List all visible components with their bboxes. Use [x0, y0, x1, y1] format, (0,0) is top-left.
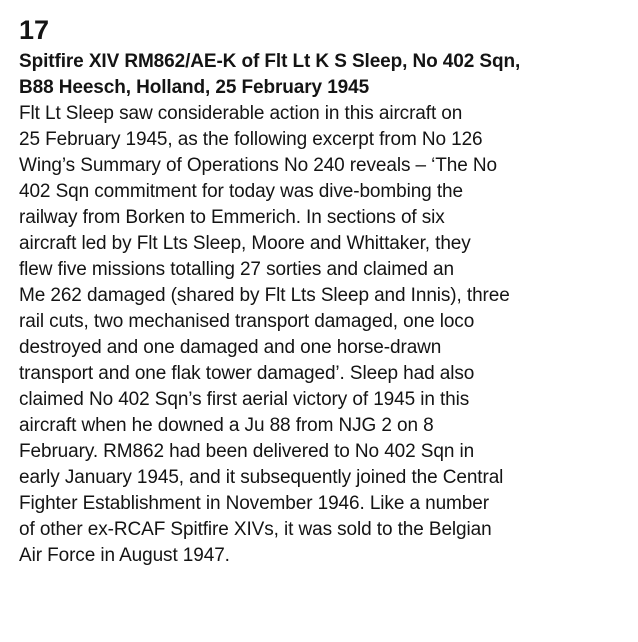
- body-line: aircraft when he downed a Ju 88 from NJG 2 on 8: [19, 415, 434, 436]
- caption-body: [19, 101, 629, 569]
- body-line: Flt Lt Sleep saw considerable action in this aircraft on: [19, 103, 463, 124]
- body-line: February. RM862 had been delivered to No 402 Sqn in: [19, 441, 475, 462]
- plate-number: 17: [19, 15, 50, 45]
- body-line: of other ex-RCAF Spitfire XIVs, it was sold to the Belgian: [19, 519, 492, 540]
- body-line: early January 1945, and it subsequently joined the Central: [19, 467, 504, 488]
- body-line: destroyed and one damaged and one horse-drawn: [19, 337, 442, 358]
- body-line: 402 Sqn commitment for today was dive-bombing the: [19, 181, 463, 202]
- body-line: rail cuts, two mechanised transport damaged, one loco: [19, 311, 475, 332]
- caption-title-line: Spitfire XIV RM862/AE-K of Flt Lt K S Sleep, No 402 Sqn,: [19, 51, 521, 72]
- body-line: Me 262 damaged (shared by Flt Lts Sleep and Innis), three: [19, 285, 510, 306]
- caption-title-line: B88 Heesch, Holland, 25 February 1945: [19, 77, 370, 98]
- caption-title: [19, 49, 629, 101]
- caption-block: [19, 14, 629, 569]
- body-line: Wing’s Summary of Operations No 240 reveals – ‘The No: [19, 155, 498, 176]
- body-line: aircraft led by Flt Lts Sleep, Moore and Whittaker, they: [19, 233, 471, 254]
- body-line: Fighter Establishment in November 1946. Like a number: [19, 493, 489, 514]
- body-line: Air Force in August 1947.: [19, 545, 230, 566]
- body-line: transport and one flak tower damaged’. Sleep had also: [19, 363, 475, 384]
- body-line: railway from Borken to Emmerich. In sections of six: [19, 207, 445, 228]
- body-line: 25 February 1945, as the following excerpt from No 126: [19, 129, 483, 150]
- body-line: claimed No 402 Sqn’s first aerial victory of 1945 in this: [19, 389, 470, 410]
- body-line: flew five missions totalling 27 sorties and claimed an: [19, 259, 454, 280]
